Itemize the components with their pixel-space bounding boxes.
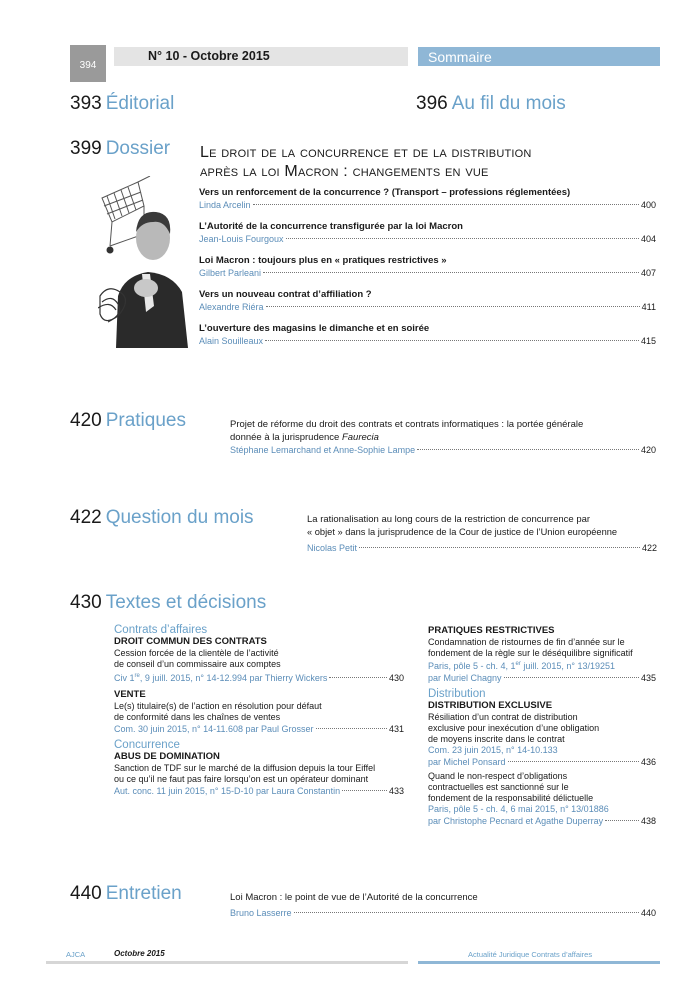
article-title: La rationalisation au long cours de la restriction de concurrence par: [307, 514, 591, 525]
section-label: Entretien: [105, 883, 182, 904]
section-page-number: 430: [70, 592, 102, 613]
article-title: L’ouverture des magasins le dimanche et en soirée: [199, 323, 430, 334]
section-textes-et-decisions[interactable]: [70, 592, 266, 614]
dossier-article[interactable]: [199, 254, 656, 280]
decision-entry[interactable]: [428, 771, 656, 827]
section-question-du-mois[interactable]: [70, 507, 254, 529]
footer-divider: [46, 961, 408, 964]
subcategory-heading: ABUS DE DOMINATION: [114, 751, 220, 762]
footer-date: Octobre 2015: [114, 949, 165, 958]
decision-reference: Paris, pôle 5 - ch. 4, 6 mai 2015, n° 13/01886: [428, 804, 609, 814]
leader-dots: [329, 677, 387, 678]
article-title-text: donnée à la jurisprudence: [230, 432, 342, 443]
article-page: 404: [640, 234, 656, 244]
decision-entry[interactable]: [114, 763, 404, 797]
decision-title: fondement de la règle sur le déséquilibre significatif: [428, 648, 633, 658]
section-page-number: 399: [70, 138, 102, 159]
textes-left-column: [114, 624, 404, 797]
issue-label: N° 10 - Octobre 2015: [114, 47, 408, 66]
leader-dots: [504, 677, 639, 678]
article-author: Linda Arcelin: [199, 200, 251, 210]
section-label: Au fil du mois: [451, 93, 566, 114]
decision-title: ou ce qu’il ne faut pas faire lorsqu’on est un opérateur dominant: [114, 774, 369, 784]
decision-page: 438: [640, 816, 656, 826]
article-page: 422: [641, 543, 657, 553]
article-title: Projet de réforme du droit des contrats et contrats informatiques : la portée générale: [230, 419, 584, 430]
article-author: Gilbert Parleani: [199, 268, 262, 278]
section-label: Dossier: [105, 138, 171, 159]
category-heading: Contrats d’affaires: [114, 624, 208, 636]
pratiques-article[interactable]: [230, 418, 656, 457]
decision-title: fondement de la responsabilité délictuelle: [428, 793, 594, 803]
decision-entry[interactable]: [114, 701, 404, 735]
decision-title: Condamnation de ristournes de fin d’année sur le: [428, 637, 625, 647]
decision-entry[interactable]: [428, 637, 656, 684]
decision-reference: par Michel Ponsard: [428, 757, 506, 767]
dossier-photo: [98, 176, 188, 348]
decision-reference: Com. 30 juin 2015, n° 14-11.608 par Paul Grosser: [114, 724, 314, 734]
decision-page: 430: [388, 673, 404, 683]
decision-title: exclusive pour inexécution d’une obligation: [428, 723, 600, 733]
subcategory-heading: PRATIQUES RESTRICTIVES: [428, 625, 555, 636]
section-page-number: 420: [70, 410, 102, 431]
article-title: « objet » dans la jurisprudence de la Cour de justice de l’Union européenne: [307, 527, 618, 537]
entretien-article[interactable]: [230, 891, 656, 920]
section-pratiques[interactable]: [70, 410, 186, 432]
subcategory-heading: DISTRIBUTION EXCLUSIVE: [428, 700, 553, 711]
portrait-and-cart-image: [98, 176, 188, 348]
article-author: Alain Souilleaux: [199, 336, 264, 346]
dossier-article[interactable]: [199, 186, 656, 212]
dossier-article[interactable]: [199, 322, 656, 348]
decision-title: Résiliation d’un contrat de distribution: [428, 712, 578, 722]
section-label: Pratiques: [105, 410, 186, 431]
decision-title: de conformité dans les chaînes de ventes: [114, 712, 281, 722]
section-au-fil-du-mois[interactable]: [416, 93, 566, 115]
section-editorial[interactable]: [70, 93, 174, 115]
footer-journal-title: Actualité Juridique Contrats d’affaires: [468, 950, 593, 959]
decision-title: Cession forcée de la clientèle de l’activité: [114, 648, 279, 658]
article-author: Bruno Lasserre: [230, 908, 292, 918]
dossier-title-line: après la loi Macron : changements en vue: [200, 163, 489, 180]
section-label: Textes et décisions: [105, 592, 267, 613]
decision-page: 435: [640, 673, 656, 683]
decision-reference: Com. 23 juin 2015, n° 14-10.133: [428, 745, 558, 755]
leader-dots: [266, 306, 640, 307]
section-page-number: 396: [416, 93, 448, 114]
footer-divider: [418, 961, 660, 964]
leader-dots: [359, 547, 640, 548]
leader-dots: [253, 204, 639, 205]
leader-dots: [605, 820, 639, 821]
article-author: Nicolas Petit: [307, 543, 358, 553]
leader-dots: [265, 340, 639, 341]
decision-reference: par Christophe Pecnard et Agathe Duperray: [428, 816, 604, 826]
textes-right-column: [428, 625, 656, 827]
decision-title: Sanction de TDF sur le marché de la diffusion depuis la tour Eiffel: [114, 763, 376, 773]
decision-reference: Civ 1re, 9 juill. 2015, n° 14-12.994 par Thierry Wickers: [114, 673, 328, 683]
decision-entry[interactable]: [428, 712, 656, 768]
article-page: 407: [640, 268, 656, 278]
article-page: 420: [640, 445, 656, 455]
article-title: Loi Macron : toujours plus en « pratiques restrictives »: [199, 255, 447, 266]
article-page: 400: [640, 200, 656, 210]
footer-journal-abbrev: AJCA: [66, 950, 86, 959]
article-author: Alexandre Riéra: [199, 302, 264, 312]
decision-page: 433: [388, 786, 404, 796]
section-page-number: 393: [70, 93, 102, 114]
leader-dots: [263, 272, 639, 273]
leader-dots: [508, 761, 639, 762]
dossier-title-line: Le droit de la concurrence et de la distribution: [200, 144, 532, 161]
section-page-number: 422: [70, 507, 102, 528]
decision-title: contractuelles est sanctionné sur le: [428, 782, 569, 792]
article-title: L’Autorité de la concurrence transfigurée par la loi Macron: [199, 221, 463, 232]
decision-reference: par Muriel Chagny: [428, 673, 502, 683]
decision-title: de conseil d’un commissaire aux comptes: [114, 659, 281, 669]
article-title-line: [230, 431, 656, 444]
section-page-number: 440: [70, 883, 102, 904]
dossier-title: [200, 143, 532, 181]
category-heading: Distribution: [428, 688, 486, 700]
decision-title: Quand le non-respect d’obligations: [428, 771, 568, 781]
article-title: Loi Macron : le point de vue de l’Autorité de la concurrence: [230, 892, 478, 903]
category-heading: Concurrence: [114, 739, 180, 751]
article-title-italic: Faurecia: [341, 432, 379, 443]
article-page: 440: [640, 908, 656, 918]
decision-reference: Aut. conc. 11 juin 2015, n° 15-D-10 par Laura Constantin: [114, 786, 341, 796]
article-page: 415: [640, 336, 656, 346]
decision-title: Le(s) titulaire(s) de l’action en résolution pour défaut: [114, 701, 322, 711]
decision-page: 431: [388, 724, 404, 734]
section-entretien[interactable]: [70, 883, 182, 905]
leader-dots: [286, 238, 639, 239]
subcategory-heading: DROIT COMMUN DES CONTRATS: [114, 636, 267, 647]
section-dossier[interactable]: [70, 138, 170, 160]
leader-dots: [417, 449, 639, 450]
section-label: Éditorial: [105, 93, 175, 114]
article-title: Vers un renforcement de la concurrence ? (Transport – professions réglementées): [199, 187, 571, 198]
decision-title: de moyens inscrite dans le contrat: [428, 734, 565, 744]
section-label: Sommaire: [418, 47, 660, 66]
article-title: Vers un nouveau contrat d’affiliation ?: [199, 289, 372, 300]
dossier-article[interactable]: [199, 288, 656, 314]
subcategory-heading: VENTE: [114, 689, 146, 700]
decision-reference: Paris, pôle 5 - ch. 4, 1er juill. 2015, n° 13/19251: [428, 661, 616, 671]
leader-dots: [342, 790, 387, 791]
dossier-article[interactable]: [199, 220, 656, 246]
decision-entry[interactable]: [114, 648, 404, 684]
section-label: Question du mois: [105, 507, 254, 528]
article-author: Jean-Louis Fourgoux: [199, 234, 284, 244]
question-article[interactable]: [307, 513, 657, 555]
article-page: 411: [641, 302, 656, 312]
page-number: 394: [70, 45, 106, 82]
leader-dots: [316, 728, 387, 729]
article-author: Stéphane Lemarchand et Anne-Sophie Lampe: [230, 445, 416, 455]
decision-page: 436: [640, 757, 656, 767]
leader-dots: [294, 912, 639, 913]
